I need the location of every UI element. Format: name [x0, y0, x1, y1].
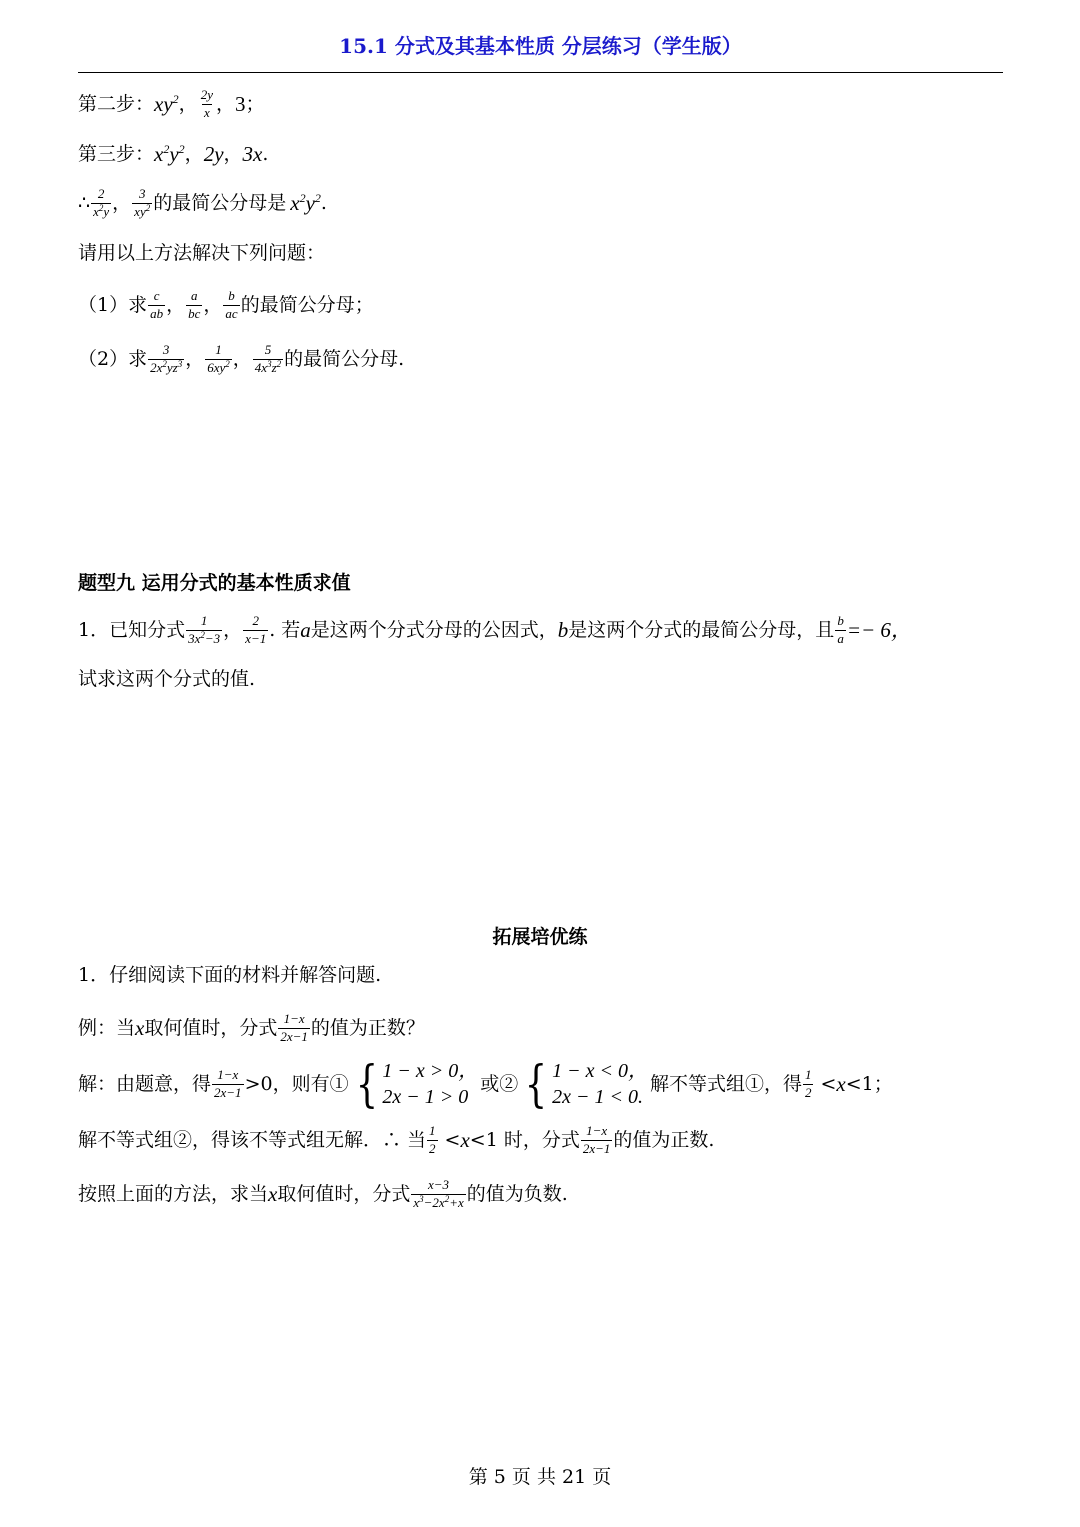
solution-prefix: 解：由题意，得 — [78, 1072, 212, 1095]
fraction: $\frac{2}{x-1}$ — [245, 613, 267, 646]
therefore-symbol: ∴ — [78, 191, 91, 214]
example-prefix: 例：当 — [78, 1016, 136, 1039]
fraction: $\frac{1-x}{2x-1}$ — [214, 1066, 242, 1100]
fraction: $\frac{1-x}{2x-1}$ — [280, 1011, 308, 1044]
therefore-line: ∴ $\frac{2}{x^2y}$ ， $\frac{3}{xy^2}$ 的最简公分母是 $x^2y^2$ . — [78, 186, 327, 219]
problem-one-text: 是这两个分式的最简公分母，且 — [568, 618, 835, 641]
solution-or: 或② — [480, 1072, 519, 1095]
instruction-line: 请用以上方法解决下列问题： — [78, 242, 326, 264]
step-three-line: 第三步： $x^2y^2$ ， 2y ， 3x . — [78, 142, 269, 166]
solution-line-two: 解不等式组②，得该不等式组无解．∴ 当 $\frac{1}{2}$ < x <1 时，分式 $\frac{1-x}{2x-1}$ 的值为正数. — [78, 1123, 715, 1156]
problem-one-text: 若 — [281, 618, 301, 641]
solution-text: 解不等式组①，得 — [649, 1072, 802, 1095]
math-b: b — [557, 617, 569, 642]
question-one-line: （1）求 $\frac{c}{ab}$ ， $\frac{a}{bc}$ ， $\frac{b}{ac}$ 的最简公分母； — [78, 288, 374, 321]
problem-one-text: 是这两个分式分母的公因式， — [310, 618, 558, 641]
solution-two-end: 的值为正数. — [613, 1128, 715, 1151]
task-mid: 取何值时，分式 — [277, 1182, 411, 1205]
solution-line: 解：由题意，得 $\frac{1-x}{2x-1}$ >0，则有① { 1 − x > 0， 2x − 1 > 0 或② { 1 − x < 0， 2x − 1 < 0. 解不等式组①，得 $\frac{1}{2}$ < x <1； — [78, 1055, 893, 1113]
lcd-text: 的最简公分母是 — [153, 191, 287, 214]
task-line — [78, 1178, 568, 1211]
inequality-system-one: { 1 − x > 0， 2x − 1 > 0 — [355, 1055, 479, 1113]
fraction: $\frac{a}{bc}$ — [188, 288, 201, 321]
question-two-suffix: 的最简公分母. — [284, 347, 405, 370]
example-line — [78, 1012, 425, 1045]
math-x: x — [268, 1181, 278, 1206]
header-rule — [78, 72, 1003, 73]
math-x: x — [460, 1127, 470, 1152]
section-heading: 题型九 运用分式的基本性质求值 — [78, 572, 351, 594]
document-header: 15.1 分式及其基本性质 分层练习（学生版） — [339, 34, 742, 58]
math: $x^2y^2$ — [154, 142, 185, 166]
step-three-label: 第三步： — [78, 143, 155, 165]
fraction: $\frac{b}{ac}$ — [225, 288, 238, 321]
fraction: $\frac{5}{4x^3z^2}$ — [254, 342, 282, 375]
solution-two-when: <1 时，分式 — [469, 1128, 580, 1151]
math-a: a — [300, 617, 311, 642]
fraction: $\frac{1}{2}$ — [429, 1123, 436, 1156]
solution-two-text: 解不等式组②，得该不等式组无解．∴ 当 — [78, 1128, 427, 1151]
math-x: x — [836, 1071, 846, 1096]
question-one-prefix: （1）求 — [78, 293, 148, 316]
question-two-line: （2）求 $\frac{3}{2x^2yz^3}$ ， $\frac{1}{6xy^2}$ ， $\frac{5}{4x^3z^2}$ 的最简公分母. — [78, 342, 405, 375]
question-two-prefix: （2）求 — [78, 347, 148, 370]
fraction: $\frac{b}{a}$ — [837, 613, 844, 646]
fraction: $\frac{1}{3x^2-3}$ — [188, 613, 221, 646]
page-footer: 第 5 页 共 21 页 — [468, 1466, 612, 1488]
math: 3x — [242, 142, 263, 166]
fraction: $\frac{3}{xy^2}$ — [134, 186, 151, 219]
fraction: $\frac{2y}{x}$ — [200, 87, 213, 120]
task-suffix: 的值为负数. — [466, 1182, 568, 1205]
problem-one-line: 1．已知分式 $\frac{1}{3x^2-3}$ ， $\frac{2}{x-1}$ . 若 a 是这两个分式分母的公因式， b 是这两个分式的最简公分母，且 $\frac{b}{a}$ =− 6， — [78, 613, 912, 646]
fraction: $\frac{1-x}{2x-1}$ — [582, 1123, 611, 1156]
example-mid: 取何值时，分式 — [144, 1016, 278, 1039]
problem-one-prefix: 1．已知分式 — [78, 618, 186, 641]
example-suffix: 的值为正数？ — [310, 1016, 425, 1039]
fraction: $\frac{1}{6xy^2}$ — [207, 342, 230, 375]
solution-text: <1； — [845, 1072, 893, 1095]
math: $xy^2$ — [154, 91, 179, 116]
math: 3 — [234, 91, 246, 116]
task-prefix: 按照上面的方法，求当 — [78, 1182, 269, 1205]
fraction: $\frac{c}{ab}$ — [150, 288, 164, 321]
step-two-label: 第二步： — [78, 92, 155, 115]
fraction: $\frac{x-3}{x^3-2x^2+x}$ — [413, 1177, 464, 1210]
extension-title: 拓展培优练 — [492, 926, 588, 948]
solution-text: >0，则有① — [244, 1072, 349, 1095]
question-one-suffix: 的最简公分母； — [240, 293, 374, 316]
fraction: $\frac{1}{2}$ — [804, 1066, 812, 1100]
fraction: $\frac{3}{2x^2yz^3}$ — [150, 342, 183, 375]
math: 2y — [203, 142, 224, 166]
step-two-line: 第二步： $xy^2$ ， $\frac{2y}{x}$ ， 3 ； — [78, 87, 265, 120]
math-x: x — [135, 1015, 145, 1040]
extension-line-one: 1．仔细阅读下面的材料并解答问题. — [78, 964, 382, 986]
inequality-system-two: { 1 − x < 0， 2x − 1 < 0. — [525, 1055, 648, 1113]
problem-one-value: =− 6， — [846, 617, 912, 642]
problem-one-line-two: 试求这两个分式的值. — [78, 668, 256, 690]
fraction: $\frac{2}{x^2y}$ — [93, 186, 110, 219]
math: $x^2y^2$ — [290, 190, 321, 215]
